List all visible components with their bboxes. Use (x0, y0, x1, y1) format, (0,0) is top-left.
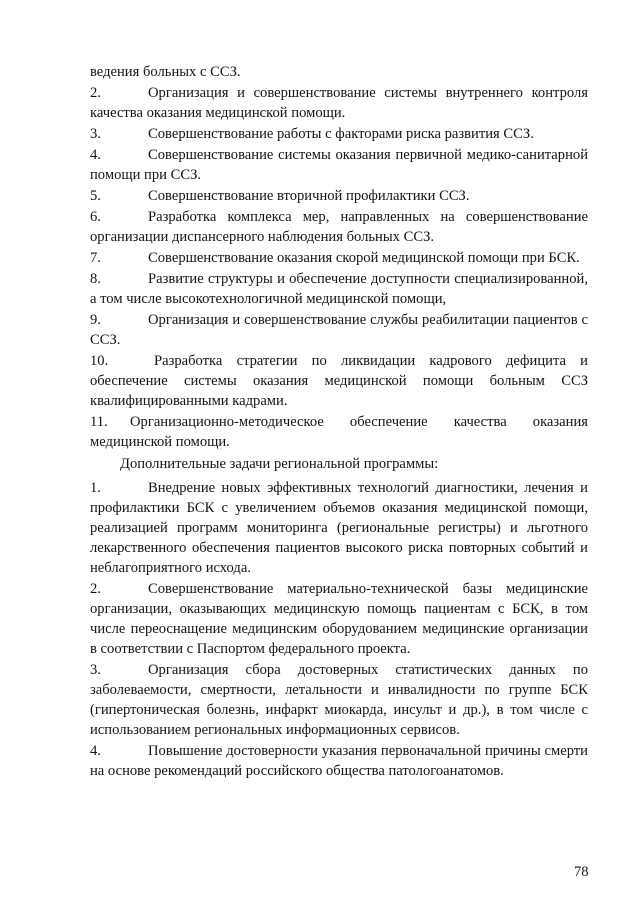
task-text: Совершенствование системы оказания первичной медико-санитарной помощи при ССЗ. (90, 147, 588, 183)
task-text: Совершенствование работы с факторами риска развития ССЗ. (148, 126, 534, 142)
task-number: 2. (90, 581, 101, 597)
task-number: 5. (90, 188, 101, 204)
task-item (90, 83, 588, 123)
task-text: Внедрение новых эффективных технологий диагностики, лечения и профилактики БСК с увеличением объемов оказания медицинской помощи, реализацией программ мониторинга (региональные регистры) и льготного лекарственного обеспечения пациентов высокого риска повторных событий и неблагоприятного исхода. (90, 480, 588, 576)
task-number: 7. (90, 250, 101, 266)
task-text: Разработка стратегии по ликвидации кадрового дефицита и обеспечение системы оказания медицинской помощи больным ССЗ квалифицированными кадрами. (90, 353, 588, 409)
task-text: Организация и совершенствование службы реабилитации пациентов с ССЗ. (90, 312, 588, 348)
task-item (90, 412, 588, 452)
task-text: Организация и совершенствование системы внутреннего контроля качества оказания медицинской помощи. (90, 85, 588, 121)
task-text: Совершенствование вторичной профилактики ССЗ. (148, 188, 470, 204)
task-number: 1. (90, 480, 101, 496)
task-text: Совершенствование оказания скорой медицинской помощи при БСК. (148, 250, 580, 266)
task-text: Разработка комплекса мер, направленных на совершенствование организации диспансерного наблюдения больных ССЗ. (90, 209, 588, 245)
task-number: 11. (90, 414, 108, 430)
additional-heading: Дополнительные задачи региональной программы: (120, 456, 439, 472)
page-number: 78 (574, 864, 589, 880)
task-number: 4. (90, 743, 101, 759)
additional-task-list (90, 478, 588, 781)
task-item (90, 269, 588, 309)
task-number: 10. (90, 353, 109, 369)
task-item (90, 310, 588, 350)
task-number: 3. (90, 662, 101, 678)
task-item (90, 351, 588, 411)
task-text: Повышение достоверности указания первоначальной причины смерти на основе рекомендаций российского общества патологоанатомов. (90, 743, 588, 779)
task-number: 3. (90, 126, 101, 142)
task-number: 2. (90, 85, 101, 101)
task-item (90, 145, 588, 185)
document-body (90, 62, 588, 782)
task-text: Развитие структуры и обеспечение доступности специализированной, а том числе высокотехнологичной медицинской помощи, (90, 271, 588, 307)
additional-task-item (90, 579, 588, 659)
task-item (90, 207, 588, 247)
additional-task-item (90, 660, 588, 740)
task-text: Организационно-методическое обеспечение качества оказания медицинской помощи. (90, 414, 588, 450)
task-text: Совершенствование материально-технической базы медицинские организации, оказывающих медицинскую помощь пациентам с БСК, в том числе переоснащение медицинским оборудованием медицинские организации в соответствии с Паспортом федерального проекта. (90, 581, 588, 657)
additional-task-item (90, 478, 588, 578)
task-number: 8. (90, 271, 101, 287)
task-text: Организация сбора достоверных статистических данных по заболеваемости, смертности, летальности и инвалидности по группе БСК (гипертоническая болезнь, инфаркт миокарда, инсульт и др.), в том числе с использованием региональных информационных сервисов. (90, 662, 588, 738)
task-item (90, 124, 588, 144)
task-list (90, 83, 588, 452)
task-number: 4. (90, 147, 101, 163)
task-item (90, 186, 588, 206)
task-number: 9. (90, 312, 101, 328)
lead-line: ведения больных с ССЗ. (90, 64, 241, 80)
additional-task-item (90, 741, 588, 781)
task-number: 6. (90, 209, 101, 225)
task-item (90, 248, 588, 268)
